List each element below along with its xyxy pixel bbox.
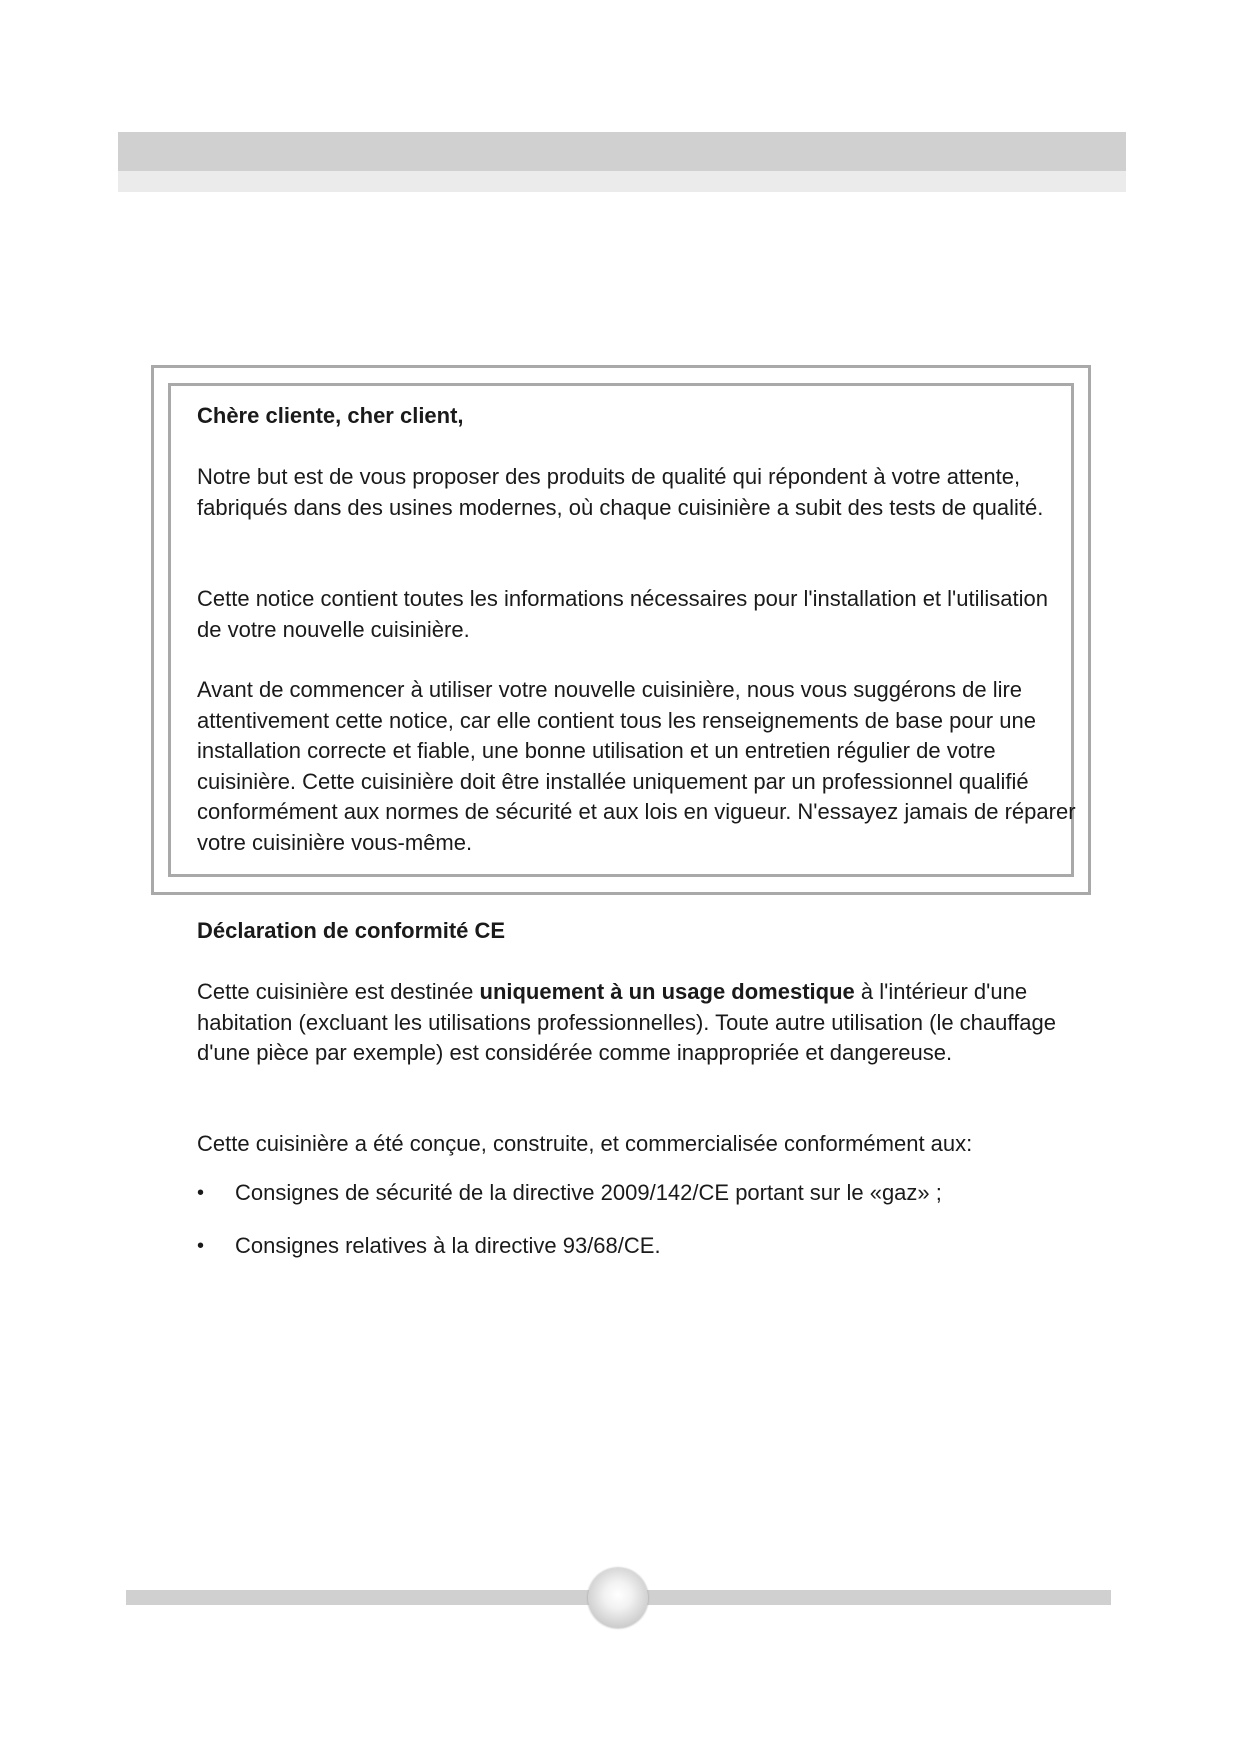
page-circle-icon [588,1568,648,1628]
usage-advice-paragraph: Avant de commencer à utiliser votre nouvelle cuisinière, nous vous suggérons de lire attentivement cette notice, car elle contient tous les renseignements de base pour une installation correcte et fiable, une bonne utilisation et un entretien régulier de votre cuisinière. Cette cuisinière doit être installée uniquement par un professionnel qualifié conformément aux normes de sécurité et aux lois en vigueur. N'essayez jamais de réparer votre cuisinière vous-même. [197,677,1076,855]
header-band [118,132,1126,192]
header-band-dark [118,132,1126,171]
list-item-text: Consignes relatives à la directive 93/68/CE. [235,1232,661,1258]
declaration-title: Déclaration de conformité CE [197,918,506,943]
list-item-text: Consignes de sécurité de la directive 2009/142/CE portant sur le «gaz» ; [235,1180,942,1205]
directive-list [190,1178,1090,1283]
list-item [190,1178,1090,1209]
bullet-icon: • [197,1182,205,1204]
intro-paragraph: Notre but est de vous proposer des produits de qualité qui répondent à votre attente, fabriqués dans des usines modernes, où chaque cuisinière a subit des tests de qualité. [197,464,1044,520]
domestic-usage-paragraph [197,977,1082,1069]
conformity-intro: Cette cuisinière a été conçue, construite, et commercialisée conformément aux: [197,1131,973,1156]
list-item [190,1231,1090,1262]
usage-text-before: Cette cuisinière est destinée [197,979,480,1004]
greeting-heading: Chère cliente, cher client, [197,403,464,428]
bullet-icon: • [197,1234,205,1257]
usage-emphasis: uniquement à un usage domestique [479,979,855,1004]
notice-contents-paragraph: Cette notice contient toutes les informations nécessaires pour l'installation et l'utilisation de votre nouvelle cuisinière. [197,586,1048,642]
header-band-light [118,171,1126,192]
usage-text-after: à l'intérieur d'une habitation (excluant les utilisations professionnelles). Toute autre utilisation (le chauffage d'une pièce par exemple) est considérée comme inappropriée et dangereuse. [197,979,1056,1065]
